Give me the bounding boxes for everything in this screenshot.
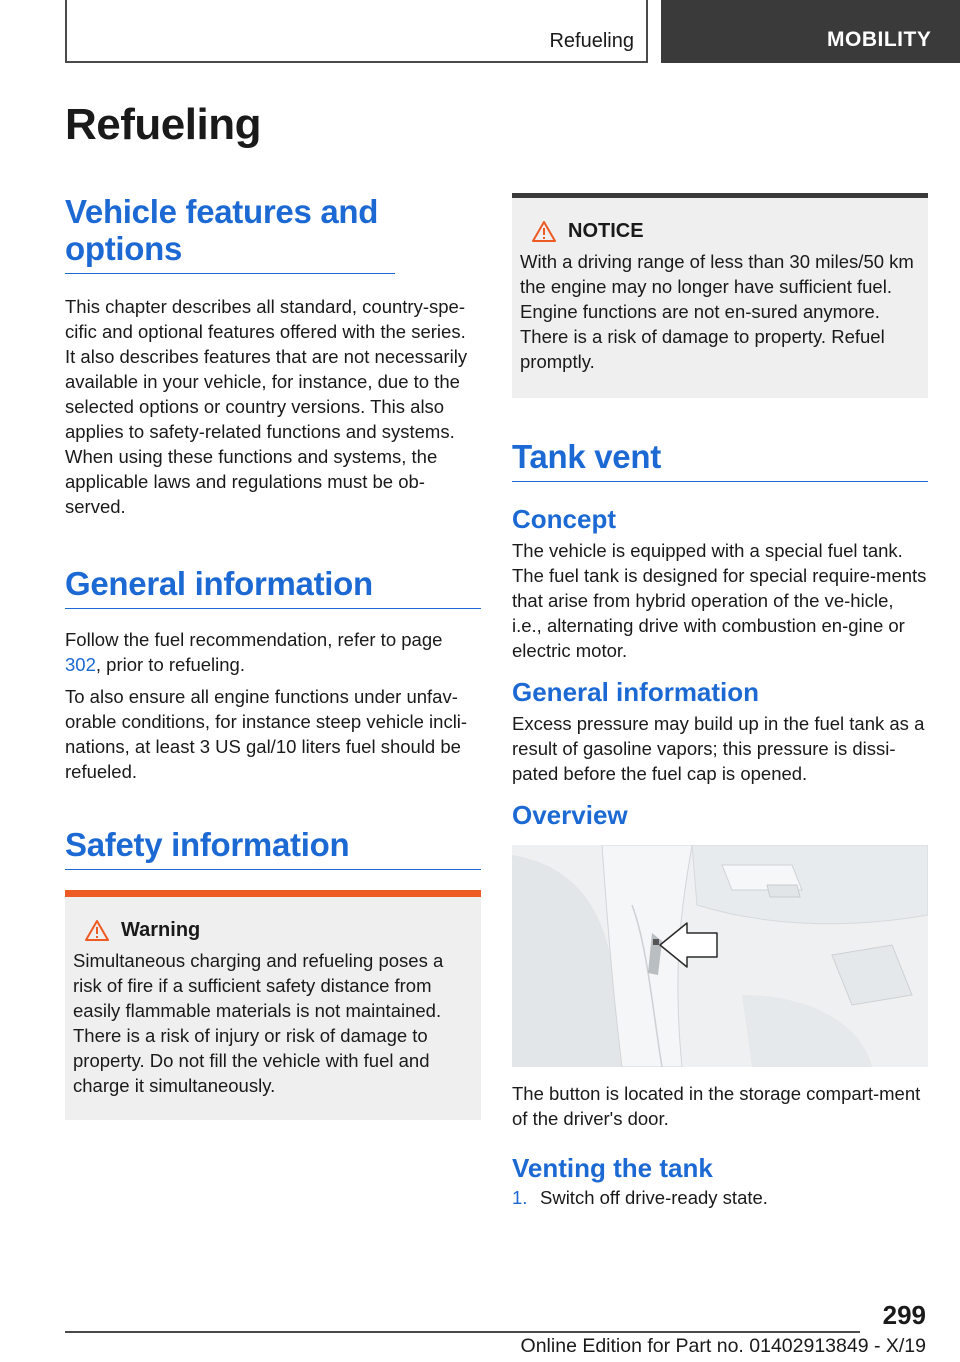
notice-text: With a driving range of less than 30 miles/50 km the engine may no longer have sufficient fuel. Engine functions are not en-sured anymore. There is a risk of damage to property. Refuel promptly. [520, 251, 914, 372]
door-storage-illustration [512, 845, 928, 1067]
venting-heading: Venting the tank [512, 1153, 713, 1183]
door-storage-drawing [512, 845, 928, 1067]
header-section-tab [65, 0, 648, 63]
page-number: 299 [882, 1300, 926, 1330]
tank-general-text: Excess pressure may build up in the fuel tank as a result of gasoline vapors; this pressure is dissi-pated before the fuel cap is opened. [512, 713, 925, 784]
right-column [512, 193, 928, 1210]
page-title: Refueling [65, 100, 261, 149]
features-heading: Vehicle features and options [65, 193, 395, 274]
warning-label: Warning [121, 919, 201, 941]
notice-label: NOTICE [568, 220, 644, 242]
edition-footer: Online Edition for Part no. 01402913849 - X/19 [520, 1335, 926, 1357]
list-item [512, 1185, 928, 1210]
features-body: This chapter describes all standard, country-spe-cific and optional features offered with the series. It also describes features that are not necessarily available in your vehicle, for instance, due to the selected options or country versions. This also applies to safety-related functions and systems. When using these functions and systems, the applicable laws and regulations must be ob-served. [65, 296, 468, 517]
tank-vent-heading: Tank vent [512, 438, 928, 482]
footer-divider [65, 1331, 860, 1333]
general-info-p1 [65, 627, 481, 677]
step-text: Switch off drive-ready state. [540, 1187, 768, 1208]
warning-triangle-icon [85, 920, 109, 941]
concept-text: The vehicle is equipped with a special fuel tank. The fuel tank is designed for special require-ments that arise from hybrid operation of the ve-hicle, i.e., alternating drive with combustion en-gine or electric motor. [512, 540, 927, 661]
header-chapter-title: MOBILITY [827, 28, 932, 51]
safety-heading: Safety information [65, 826, 481, 870]
step-number: 1. [512, 1187, 528, 1208]
general-info-heading: General information [65, 565, 481, 609]
general-info-p1-tail: , prior to refueling. [95, 654, 245, 675]
header-chapter-tab [661, 0, 960, 63]
notice-triangle-icon [532, 221, 556, 242]
overview-heading: Overview [512, 800, 628, 830]
header-section-title: Refueling [549, 30, 634, 52]
warning-header [85, 919, 473, 942]
notice-box [512, 193, 928, 398]
general-info-p2: To also ensure all engine functions under unfav-orable conditions, for instance steep vehicle incli-nations, at least 3 US gal/10 liters fuel should be refueled. [65, 686, 468, 782]
left-column [65, 193, 481, 1120]
warning-box [65, 890, 481, 1120]
venting-steps [512, 1185, 928, 1210]
notice-header [532, 220, 920, 243]
general-info-p1-text: Follow the fuel recommendation, refer to page [65, 629, 443, 650]
warning-text: Simultaneous charging and refueling poses a risk of fire if a sufficient safety distance from easily flammable materials is not maintained. There is a risk of injury or risk of damage to property. Do not fill the vehicle with fuel and charge it simultaneously. [73, 950, 444, 1096]
page-reference-link[interactable]: 302 [65, 654, 96, 675]
overview-caption: The button is located in the storage compart-ment of the driver's door. [512, 1083, 921, 1129]
tank-general-heading: General information [512, 677, 760, 707]
concept-heading: Concept [512, 504, 616, 534]
